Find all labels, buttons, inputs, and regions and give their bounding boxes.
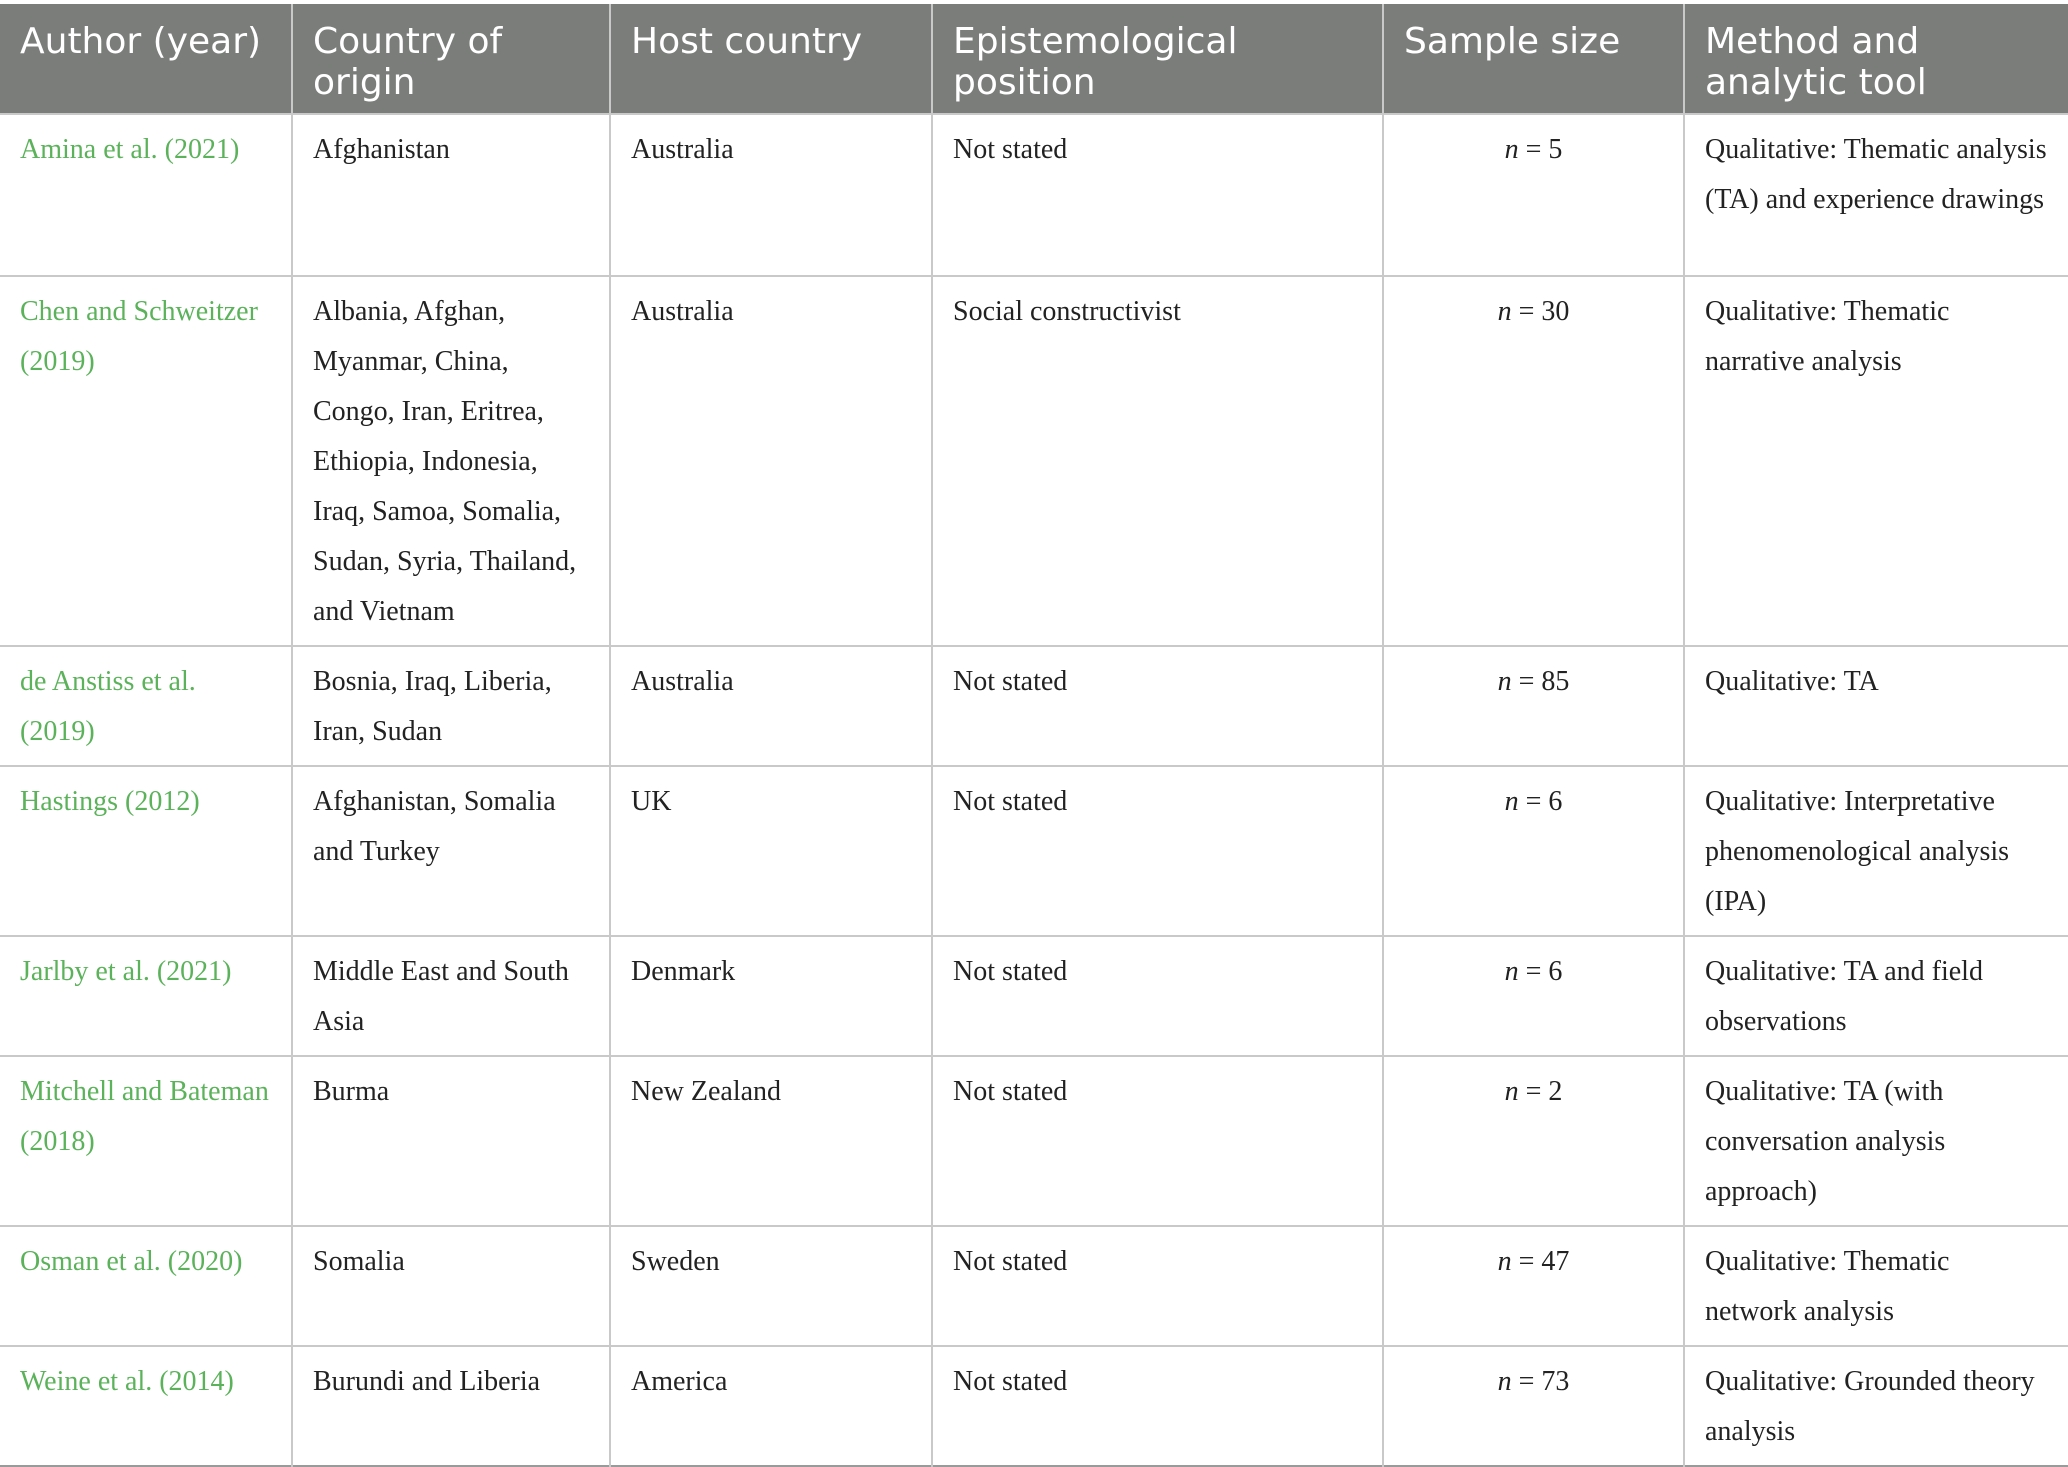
position-cell: Not stated	[932, 646, 1383, 766]
table-row	[0, 114, 2068, 276]
table-row	[0, 766, 2068, 936]
host-cell: Australia	[610, 114, 932, 276]
author-link[interactable]: de Anstiss et al. (2019)	[0, 646, 292, 766]
author-link[interactable]: Amina et al. (2021)	[0, 114, 292, 276]
n-label: n	[1497, 1366, 1512, 1397]
host-cell: Australia	[610, 276, 932, 646]
header-author-year: Author (year)	[0, 4, 292, 114]
sample-value: = 47	[1518, 1246, 1570, 1277]
header-host-country: Host country	[610, 4, 932, 114]
n-label: n	[1497, 1246, 1512, 1277]
position-cell: Social constructivist	[932, 276, 1383, 646]
sample-value: = 30	[1518, 296, 1570, 327]
host-cell: Denmark	[610, 936, 932, 1056]
method-cell: Qualitative: TA and field observations	[1684, 936, 2068, 1056]
sample-value: = 2	[1525, 1076, 1563, 1107]
method-cell: Qualitative: Thematic narrative analysis	[1684, 276, 2068, 646]
table-row	[0, 1226, 2068, 1346]
sample-cell	[1383, 1056, 1684, 1226]
n-label: n	[1497, 296, 1512, 327]
host-cell: Australia	[610, 646, 932, 766]
sample-cell	[1383, 646, 1684, 766]
sample-cell	[1383, 114, 1684, 276]
sample-value: = 73	[1518, 1366, 1570, 1397]
author-link[interactable]: Hastings (2012)	[0, 766, 292, 936]
method-cell: Qualitative: TA (with conversation analysis approach)	[1684, 1056, 2068, 1226]
sample-cell	[1383, 936, 1684, 1056]
sample-value: = 5	[1525, 134, 1563, 165]
sample-value: = 6	[1525, 786, 1563, 817]
author-link[interactable]: Jarlby et al. (2021)	[0, 936, 292, 1056]
position-cell: Not stated	[932, 766, 1383, 936]
author-link[interactable]: Mitchell and Bateman (2018)	[0, 1056, 292, 1226]
n-label: n	[1504, 1076, 1519, 1107]
sample-cell	[1383, 1226, 1684, 1346]
n-label: n	[1497, 666, 1512, 697]
position-cell: Not stated	[932, 1346, 1383, 1466]
host-cell: UK	[610, 766, 932, 936]
sample-cell	[1383, 1346, 1684, 1466]
host-cell: New Zealand	[610, 1056, 932, 1226]
method-cell: Qualitative: Thematic network analysis	[1684, 1226, 2068, 1346]
header-sample-size: Sample size	[1383, 4, 1684, 114]
origin-cell: Afghanistan, Somalia and Turkey	[292, 766, 610, 936]
method-cell: Qualitative: Interpretative phenomenological analysis (IPA)	[1684, 766, 2068, 936]
origin-cell: Afghanistan	[292, 114, 610, 276]
origin-cell: Burma	[292, 1056, 610, 1226]
method-cell: Qualitative: Grounded theory analysis	[1684, 1346, 2068, 1466]
table-row	[0, 646, 2068, 766]
method-cell: Qualitative: TA	[1684, 646, 2068, 766]
n-label: n	[1504, 956, 1519, 987]
author-link[interactable]: Weine et al. (2014)	[0, 1346, 292, 1466]
origin-cell: Albania, Afghan, Myanmar, China, Congo, Iran, Eritrea, Ethiopia, Indonesia, Iraq, Samoa, Somalia, Sudan, Syria, Thailand, and Vietnam	[292, 276, 610, 646]
position-cell: Not stated	[932, 1056, 1383, 1226]
header-method: Method and analytic tool	[1684, 4, 2068, 114]
n-label: n	[1504, 134, 1519, 165]
author-link[interactable]: Osman et al. (2020)	[0, 1226, 292, 1346]
method-cell: Qualitative: Thematic analysis (TA) and experience drawings	[1684, 114, 2068, 276]
sample-cell	[1383, 766, 1684, 936]
origin-cell: Somalia	[292, 1226, 610, 1346]
n-label: n	[1504, 786, 1519, 817]
header-country-of-origin: Country of origin	[292, 4, 610, 114]
table-row	[0, 936, 2068, 1056]
origin-cell: Bosnia, Iraq, Liberia, Iran, Sudan	[292, 646, 610, 766]
sample-value: = 6	[1525, 956, 1563, 987]
position-cell: Not stated	[932, 1226, 1383, 1346]
header-epistemological-position: Epistemological position	[932, 4, 1383, 114]
table-row	[0, 1346, 2068, 1466]
position-cell: Not stated	[932, 114, 1383, 276]
origin-cell: Middle East and South Asia	[292, 936, 610, 1056]
author-link[interactable]: Chen and Schweitzer (2019)	[0, 276, 292, 646]
sample-cell	[1383, 276, 1684, 646]
sample-value: = 85	[1518, 666, 1570, 697]
host-cell: America	[610, 1346, 932, 1466]
table-header-row	[0, 4, 2068, 114]
position-cell: Not stated	[932, 936, 1383, 1056]
table-row	[0, 276, 2068, 646]
origin-cell: Burundi and Liberia	[292, 1346, 610, 1466]
table-row	[0, 1056, 2068, 1226]
host-cell: Sweden	[610, 1226, 932, 1346]
studies-table	[0, 4, 2068, 1467]
